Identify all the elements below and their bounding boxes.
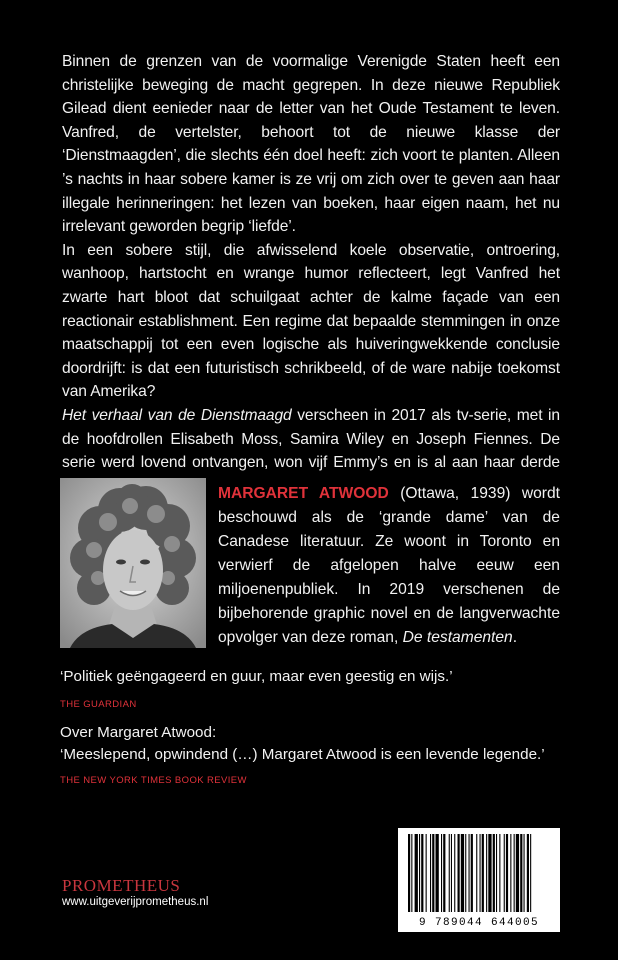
blurb-paragraph-1: Binnen de grenzen van de voormalige Verenigde Staten heeft een christelijke beweging de macht gegrepen. In deze nieuwe Republiek Gilead dient eenieder naar de letter van het Oude Testament te leven. Vanfred, de vertelster, behoort tot de nieuwe klasse der ‘Dienstmaagden’, die slechts één doel heeft: zich voort te planten. Alleen ’s nachts in haar sobere kamer is ze vrij om zich over te geven aan haar illegale herinneringen: het lezen van boeken, haar eigen naam, het nu irrelevant geworden begrip ‘liefde’. bbox=[62, 53, 560, 236]
author-bio bbox=[218, 482, 560, 650]
publisher-logo: PROMETHEUS bbox=[62, 876, 181, 895]
barcode-bars bbox=[398, 828, 560, 916]
author-bio-text: (Ottawa, 1939) wordt beschouwd als de ‘grande dame’ van de Canadese literatuur. Ze woont in Toronto en verwierf de afgelopen halve eeuw een miljoenenpubliek. In 2019 verschenen de bijbehorende graphic novel en de langverwachte opvolger van deze roman, bbox=[218, 485, 560, 646]
isbn-digits: 9 789044 644005 bbox=[418, 917, 540, 929]
blurb-paragraph-2: In een sobere stijl, die afwisselend koele observatie, ontroering, wanhoop, hartstocht en wrange humor reflecteert, legt Vanfred het zwarte hart bloot dat schuilgaat achter de kalme façade van een reactionair establishment. Een regime dat bepaalde stemmingen in onze maatschappij tot een even logische als huiveringwekkende conclusie doordrijft: is dat een futuristisch schrikbeeld, of de ware nabije toekomst van Amerika? bbox=[62, 241, 560, 401]
back-cover-blurb bbox=[62, 50, 560, 498]
review-intro: Over Margaret Atwood: bbox=[60, 724, 217, 741]
author-photo bbox=[60, 478, 206, 648]
author-bio-end: . bbox=[512, 629, 518, 646]
review-quote-2: ‘Meeslepend, opwindend (…) Margaret Atwood is een levende legende.’ bbox=[60, 746, 545, 763]
isbn-barcode bbox=[398, 828, 560, 932]
author-name: MARGARET ATWOOD bbox=[218, 485, 389, 502]
publisher-url[interactable]: www.uitgeverijprometheus.nl bbox=[62, 896, 209, 908]
blurb-paragraph-3-text: verscheen in 2017 als tv-serie, met in de hoofdrollen Elisabeth Moss, Samira Wiley en Joseph Fiennes. De serie werd lovend ontvangen, won vijf Emmy’s en is al aan haar derde bbox=[62, 406, 560, 472]
review-source-2: THE NEW YORK TIMES BOOK REVIEW bbox=[60, 775, 247, 786]
sequel-title-italic: De testamenten bbox=[402, 629, 513, 646]
book-title-italic: Het verhaal van de Dienstmaagd bbox=[62, 406, 292, 424]
review-quote-1: ‘Politiek geëngageerd en guur, maar even geestig en wijs.’ bbox=[60, 668, 453, 685]
review-source-1: THE GUARDIAN bbox=[60, 699, 137, 710]
